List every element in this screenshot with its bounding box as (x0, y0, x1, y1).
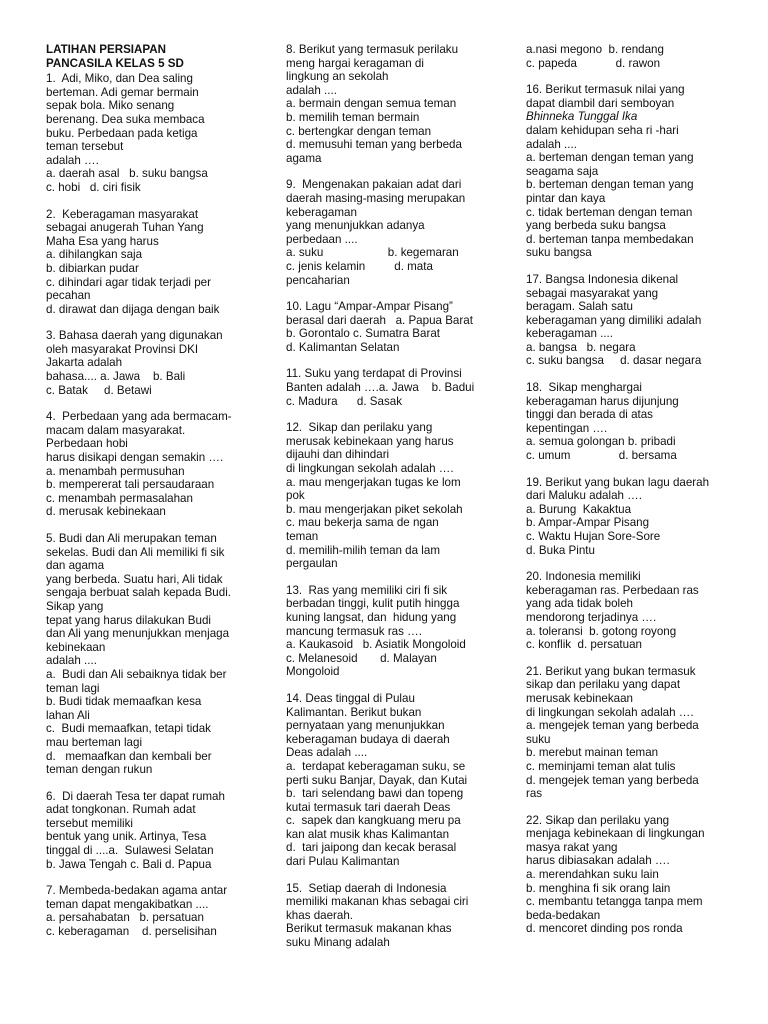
question-text-line: Sikap yang (46, 599, 104, 613)
question-text-line: c. menambah permasalahan (46, 491, 193, 505)
question-text-line: kutai termasuk tari daerah Deas (286, 800, 451, 814)
question-text-line: teman dengan rukun (46, 763, 153, 777)
question-text-line: tepat yang harus dilakukan Budi (46, 613, 212, 627)
question-text-line: c. tidak berteman dengan teman (526, 205, 693, 219)
question-text-line: 6. Di daerah Tesa ter dapat rumah (46, 789, 225, 803)
question-text-line: buku. Perbedaan pada ketiga (46, 126, 198, 140)
question-text-line: c. sapek dan kangkuang meru pa (286, 814, 461, 828)
question-text-line: yang berbeda. Suatu hari, Ali tidak (46, 572, 223, 586)
question-text-line: dalam kehidupan seha ri -hari (526, 123, 679, 137)
column-3 (526, 43, 732, 949)
question-text-line: mancung termasuk ras …. (286, 624, 422, 638)
question-block (46, 329, 260, 397)
question-text-line: b. mau mengerjakan piket sekolah (286, 502, 463, 516)
question-text-line: dijauhi dan dihindari (286, 448, 390, 462)
question-text-line: d. memilih-milih teman da lam (286, 543, 440, 557)
question-text-line: 22. Sikap dan perilaku yang (526, 813, 670, 827)
question-text-line: a. dihilangkan saja (46, 248, 143, 262)
question-text-line: b. tari selendang bawi dan topeng (286, 787, 464, 801)
question-text-line: keberagaman .... (526, 327, 614, 341)
worksheet-title (46, 43, 260, 70)
question-text-line: perbedaan .... (286, 232, 358, 246)
question-text-line: Jakarta adalah (46, 356, 123, 370)
question-text-line: yang ada tidak boleh (526, 597, 634, 611)
question-text-line: b. berteman dengan teman yang (526, 178, 694, 192)
question-text-line: c. dihindari agar tidak terjadi per (46, 275, 211, 289)
question-text-line: suku bangsa (526, 246, 592, 260)
question-text-line: harus disikapi dengan semakin …. (46, 451, 224, 465)
question-text-line: 19. Berikut yang bukan lagu daerah (526, 475, 710, 489)
question-text-line: c. Waktu Hujan Sore-Sore (526, 530, 661, 543)
question-text-line: 4. Perbedaan yang ada bermacam- (46, 410, 232, 424)
question-text-line: 17. Bangsa Indonesia dikenal (526, 272, 679, 286)
question-text-line: merusak kebinekaan (526, 691, 633, 705)
question-text-line: adalah .... (286, 83, 337, 97)
question-text-line: dari Pulau Kalimantan (286, 855, 400, 869)
question-text-line: c. jenis kelamin d. mata (286, 259, 433, 273)
question-text-line: dan agama (46, 559, 105, 573)
question-text-line: menjaga kebinekaan di lingkungan (526, 827, 705, 841)
question-text-line: 12. Sikap dan perilaku yang (286, 421, 433, 435)
question-block (526, 273, 732, 368)
question-text-line: 11. Suku yang terdapat di Provinsi (286, 367, 462, 381)
question-text-line: kuning langsat, dan hidung yang (286, 610, 457, 624)
question-text-line: sengaja berbuat salah kepada Budi. (46, 586, 231, 600)
question-text-line: di lingkungan sekolah adalah …. (286, 462, 454, 476)
question-text-line: a. terdapat keberagaman suku, se (286, 759, 466, 773)
question-text-line: b. Gorontalo c. Sumatra Barat (286, 327, 441, 341)
question-text-line: sepak bola. Miko senang (46, 99, 175, 113)
question-text-line: c. Melanesoid d. Malayan (286, 651, 437, 665)
question-text-line: 14. Deas tinggal di Pulau (286, 691, 415, 705)
question-block (526, 665, 732, 801)
question-block (46, 532, 260, 777)
question-block (286, 692, 498, 869)
question-text-line: 15. Setiap daerah di Indonesia (286, 881, 447, 895)
question-text-line: a.nasi megono b. rendang (526, 43, 664, 56)
question-text-line: bentuk yang unik. Artinya, Tesa (46, 830, 207, 844)
question-text-line: merusak kebinekaan yang harus (286, 434, 454, 448)
question-text-line: a. suku b. kegemaran (286, 246, 459, 260)
question-text-line: beragam. Salah satu (526, 300, 633, 314)
question-text-line: ras (526, 787, 543, 801)
question-text-line: oleh masyarakat Provinsi DKI (46, 342, 199, 356)
question-text-line: dari Maluku adalah …. (526, 489, 642, 503)
question-text-line: b. merebut mainan teman (526, 746, 659, 760)
question-text-line: b. memilih teman bermain (286, 110, 420, 124)
question-text-line: a. Budi dan Ali sebaiknya tidak ber (46, 667, 227, 681)
question-text-line: c. meminjami teman alat tulis (526, 759, 676, 773)
question-text-line: Maha Esa yang harus (46, 234, 159, 248)
question-block (46, 72, 260, 194)
question-text-line: bahasa.... a. Jawa b. Bali (46, 370, 186, 384)
question-text-line: a. persahabatan b. persatuan (46, 911, 204, 925)
question-text-line: d. Buka Pintu (526, 543, 595, 557)
question-text-line: a. bermain dengan semua teman (286, 97, 457, 111)
question-text-line: suku Minang adalah (286, 936, 390, 950)
question-block (526, 476, 732, 558)
question-text-line: d. mengejek teman yang berbeda (526, 773, 699, 787)
question-text-line: 20. Indonesia memiliki (526, 570, 641, 584)
question-text-line: tersebut memiliki (46, 816, 133, 830)
question-text-line: a. bangsa b. negara (526, 340, 636, 354)
question-text-line: keberagaman budaya di daerah (286, 732, 450, 746)
question-text-line: a. mau mengerjakan tugas ke lom (286, 475, 461, 489)
question-text-line: adalah .... (46, 654, 97, 668)
question-text-line: 2. Keberagaman masyarakat (46, 207, 199, 221)
question-text-line: d. berteman tanpa membedakan (526, 232, 694, 246)
question-text-line: keberagaman (286, 205, 357, 219)
question-text-line: Banten adalah ….a. Jawa b. Badui (286, 381, 475, 395)
question-text-line: kebinekaan (46, 640, 106, 654)
question-text-line: kepentingan …. (526, 421, 608, 435)
question-text-line: teman lagi (46, 681, 100, 695)
question-text-line: adalah .... (526, 137, 577, 151)
question-block (286, 584, 498, 679)
question-text-line: beda-bedakan (526, 908, 601, 922)
question-block (286, 421, 498, 571)
question-text-line: Deas adalah .... (286, 746, 368, 760)
question-text-line: c. Budi memaafkan, tetapi tidak (46, 722, 211, 736)
question-text-line: dapat diambil dari semboyan (526, 96, 675, 110)
question-text-line: pencaharian (286, 273, 350, 287)
question-text-line: di lingkungan sekolah adalah …. (526, 705, 694, 719)
question-text-line: c. keberagaman d. perselisihan (46, 925, 217, 939)
question-text-line: dan Ali yang menunjukkan menjaga (46, 627, 230, 641)
question-text-line: sekelas. Budi dan Ali memiliki fi sik (46, 545, 225, 559)
question-text-line: a. menambah permusuhan (46, 464, 185, 478)
question-text-line: 5. Budi dan Ali merupakan teman (46, 532, 217, 545)
question-text-line: mau berteman lagi (46, 735, 143, 749)
question-text-line: c. Madura d. Sasak (286, 394, 402, 408)
question-text-line: b. dibiarkan pudar (46, 261, 139, 275)
question-text-line: adalah …. (46, 153, 99, 167)
question-text-line: pintar dan kaya (526, 191, 606, 205)
question-text-line: d. memusuhi teman yang berbeda (286, 138, 462, 152)
question-text-line: d. tari jaipong dan kecak berasal (286, 841, 457, 855)
question-text-line: seagama saja (526, 164, 599, 178)
question-text-line: 18. Sikap menghargai (526, 381, 643, 395)
question-text-line: adat tongkonan. Rumah adat (46, 803, 196, 817)
question-block (286, 367, 498, 408)
question-text-line: d. memaafkan dan kembali ber (46, 749, 212, 763)
question-text-line: berbadan tinggi, kulit putih hingga (286, 597, 460, 611)
question-text-line: teman dapat mengakibatkan .... (46, 897, 209, 911)
question-text-line: macam dalam masyarakat. (46, 423, 186, 437)
question-text-line: a. semua golongan b. pribadi (526, 435, 676, 449)
question-text-line: yang menunjukkan adanya (286, 219, 425, 233)
question-block (46, 410, 260, 519)
question-text-line: d. Kalimantan Selatan (286, 340, 400, 354)
question-text-line: a. Burung Kakaktua (526, 502, 632, 516)
question-text-line: sebagai anugerah Tuhan Yang (46, 221, 204, 235)
question-text-line: kan alat musik khas Kalimantan (286, 827, 450, 841)
question-text-line: 3. Bahasa daerah yang digunakan (46, 329, 223, 343)
question-text-line: lahan Ali (46, 708, 90, 722)
question-text-line: berasal dari daerah a. Papua Barat (286, 313, 473, 327)
question-text-line: teman (286, 530, 319, 543)
question-text-line: 21. Berikut yang bukan termasuk (526, 664, 696, 678)
question-text-line: tinggi dan berada di atas (526, 408, 653, 422)
question-block (46, 790, 260, 872)
question-text-line: 16. Berikut termasuk nilai yang (526, 83, 685, 97)
question-text-line: keberagaman yang dimiliki adalah (526, 313, 702, 327)
question-text-line: keberagaman harus dijunjung (526, 394, 679, 408)
question-text-line: a. berteman dengan teman yang (526, 151, 694, 165)
question-text-line: b. Ampar-Ampar Pisang (526, 516, 650, 530)
question-text-line: keberagaman ras. Perbedaan ras (526, 583, 699, 597)
question-text-line: a. merendahkan suku lain (526, 868, 659, 882)
question-text-line: c. papeda d. rawon (526, 56, 661, 70)
question-text-line: agama (286, 151, 322, 165)
question-text-line: a. daerah asal b. suku bangsa (46, 167, 208, 181)
question-text-line: b. menghina fi sik orang lain (526, 881, 671, 895)
column-1 (46, 43, 260, 952)
question-text-line: berteman. Adi gemar bermain (46, 85, 199, 99)
question-text-line: memiliki makanan khas sebagai ciri (286, 895, 469, 909)
question-text-line: pergaulan (286, 557, 338, 571)
question-text-line: d. mencoret dinding pos ronda (526, 922, 683, 936)
question-text-line: perti suku Banjar, Dayak, dan Kutai (286, 773, 468, 787)
question-text-line: berenang. Dea suka membaca (46, 112, 205, 126)
question-text-line: 13. Ras yang memiliki ciri fi sik (286, 583, 448, 597)
question-text-line: 10. Lagu “Ampar-Ampar Pisang” (286, 300, 453, 314)
question-text-line: a. Kaukasoid b. Asiatik Mongoloid (286, 638, 466, 652)
question-text-line: 7. Membeda-bedakan agama antar (46, 884, 228, 898)
question-text-line: Mongoloid (286, 665, 340, 679)
question-text-line: sebagai masyarakat yang (526, 286, 659, 300)
question-text-line: c. mau bekerja sama de ngan (286, 516, 439, 530)
question-text-line: teman tersebut (46, 140, 124, 154)
question-text-line: pok (286, 489, 305, 503)
question-text-line: b. mempererat tali persaudaraan (46, 478, 215, 492)
question-text-line: suku (526, 732, 551, 746)
title-line: PANCASILA KELAS 5 SD (46, 56, 184, 70)
question-block (46, 208, 260, 317)
question-block (286, 43, 498, 165)
question-text-line: c. suku bangsa d. dasar negara (526, 354, 702, 368)
question-text-line: meng hargai keragaman di (286, 56, 424, 70)
question-text-line: c. hobi d. ciri fisik (46, 180, 141, 194)
question-text-line: a. mengejek teman yang berbeda (526, 719, 699, 733)
question-text-line: masya rakat yang (526, 840, 618, 854)
question-text-line: c. membantu tetangga tanpa mem (526, 895, 703, 909)
question-text-line: pecahan (46, 289, 91, 303)
question-text-line: Perbedaan hobi (46, 437, 128, 451)
question-text-line: c. bertengkar dengan teman (286, 124, 432, 138)
question-text-line: 1. Adi, Miko, dan Dea saling (46, 72, 193, 86)
question-block (286, 178, 498, 287)
question-block (526, 83, 732, 260)
question-text-line: Bhinneka Tunggal Ika (526, 110, 638, 124)
question-text-line: harus dibiasakan adalah …. (526, 854, 670, 868)
question-text-line: 9. Mengenakan pakaian adat dari (286, 178, 462, 192)
question-text-line: c. umum d. bersama (526, 449, 677, 463)
question-text-line: lingkung an sekolah (286, 70, 389, 84)
question-text-line: c. konflik d. persatuan (526, 638, 642, 652)
question-block (526, 43, 732, 70)
question-text-line: d. merusak kebinekaan (46, 505, 166, 519)
question-text-line: pernyataan yang menunjukkan (286, 719, 445, 733)
question-text-line: b. Jawa Tengah c. Bali d. Papua (46, 857, 212, 871)
question-text-line: yang berbeda suku bangsa (526, 219, 666, 233)
question-text-line: sikap dan perilaku yang dapat (526, 678, 681, 692)
question-text-line: mendorong terjadinya …. (526, 610, 657, 624)
question-block (46, 884, 260, 938)
question-text-line: d. dirawat dan dijaga dengan baik (46, 302, 220, 316)
question-text-line: Berikut termasuk makanan khas (286, 922, 452, 936)
question-text-line: 8. Berikut yang termasuk perilaku (286, 43, 459, 56)
question-block (526, 381, 732, 463)
question-block (286, 882, 498, 950)
question-text-line: daerah masing-masing merupakan (286, 191, 466, 205)
column-2 (286, 43, 498, 963)
question-text-line: khas daerah. (286, 908, 354, 922)
question-text-line: Kalimantan. Berikut bukan (286, 705, 422, 719)
question-block (526, 814, 732, 936)
question-block (526, 570, 732, 652)
question-text-line: tinggal di ....a. Sulawesi Selatan (46, 844, 214, 858)
question-text-line: b. Budi tidak memaafkan kesa (46, 695, 202, 709)
title-line: LATIHAN PERSIAPAN (46, 43, 167, 56)
question-text-line: a. toleransi b. gotong royong (526, 624, 677, 638)
question-text-line: c. Batak d. Betawi (46, 383, 152, 397)
question-block (286, 300, 498, 354)
